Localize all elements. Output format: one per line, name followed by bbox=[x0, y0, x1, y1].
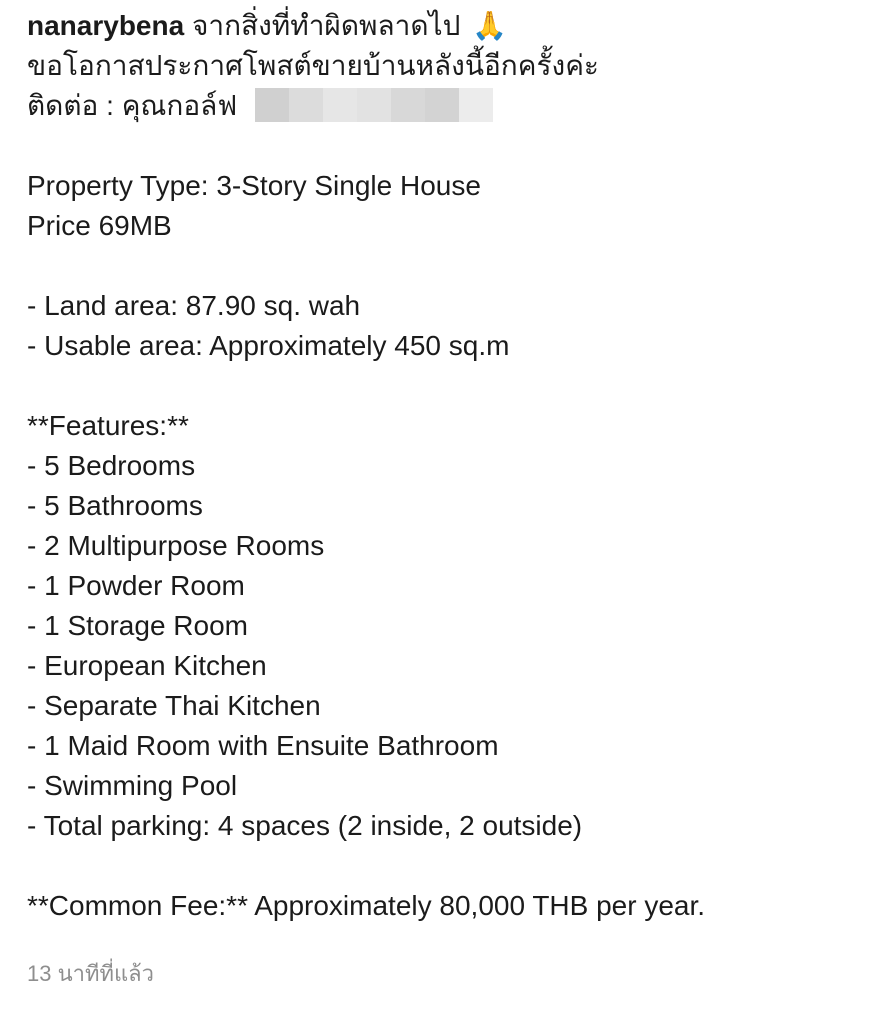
redaction-tile bbox=[323, 88, 357, 122]
feature-item: - 5 Bathrooms bbox=[27, 490, 203, 521]
usable-area-line: - Usable area: Approximately 450 sq.m bbox=[27, 330, 510, 361]
caption-line-1 bbox=[27, 6, 857, 46]
feature-item: - 5 Bedrooms bbox=[27, 450, 196, 481]
land-area-line: - Land area: 87.90 sq. wah bbox=[27, 290, 361, 321]
post-caption bbox=[27, 6, 857, 926]
caption-line-2: ขอโอกาสประกาศโพสต์ขายบ้านหลังนี้อีกครั้งค่ะ bbox=[27, 50, 599, 81]
redaction-tile bbox=[391, 88, 425, 122]
spacer bbox=[27, 246, 857, 286]
redaction-tile bbox=[459, 88, 493, 122]
redaction-tile bbox=[289, 88, 323, 122]
caption-intro-text: จากสิ่งที่ทำผิดพลาดไป bbox=[191, 10, 461, 41]
contact-label: ติดต่อ : คุณกอล์ฟ bbox=[27, 90, 238, 121]
price-line: Price 69MB bbox=[27, 210, 172, 241]
property-type-line: Property Type: 3-Story Single House bbox=[27, 170, 481, 201]
feature-item: - European Kitchen bbox=[27, 650, 267, 681]
username-link[interactable]: nanarybena bbox=[27, 10, 185, 41]
spacer bbox=[27, 366, 857, 406]
feature-item: - Total parking: 4 spaces (2 inside, 2 outside) bbox=[27, 810, 583, 841]
feature-item: - 1 Maid Room with Ensuite Bathroom bbox=[27, 730, 499, 761]
features-heading: **Features:** bbox=[27, 410, 189, 441]
feature-item: - 1 Powder Room bbox=[27, 570, 245, 601]
feature-item: - 2 Multipurpose Rooms bbox=[27, 530, 325, 561]
spacer bbox=[27, 126, 857, 166]
feature-item: - Swimming Pool bbox=[27, 770, 238, 801]
redaction-tile bbox=[255, 88, 289, 122]
redaction-tile bbox=[357, 88, 391, 122]
feature-item: - Separate Thai Kitchen bbox=[27, 690, 321, 721]
post-timestamp[interactable]: 13 นาทีที่แล้ว bbox=[27, 961, 154, 986]
caption-contact-line bbox=[27, 86, 857, 126]
redaction-tile bbox=[425, 88, 459, 122]
spacer bbox=[27, 846, 857, 886]
feature-item: - 1 Storage Room bbox=[27, 610, 248, 641]
common-fee-line: **Common Fee:** Approximately 80,000 THB per year. bbox=[27, 890, 706, 921]
folded-hands-emoji-icon: 🙏 bbox=[472, 9, 508, 42]
redacted-phone-blur bbox=[255, 88, 493, 122]
